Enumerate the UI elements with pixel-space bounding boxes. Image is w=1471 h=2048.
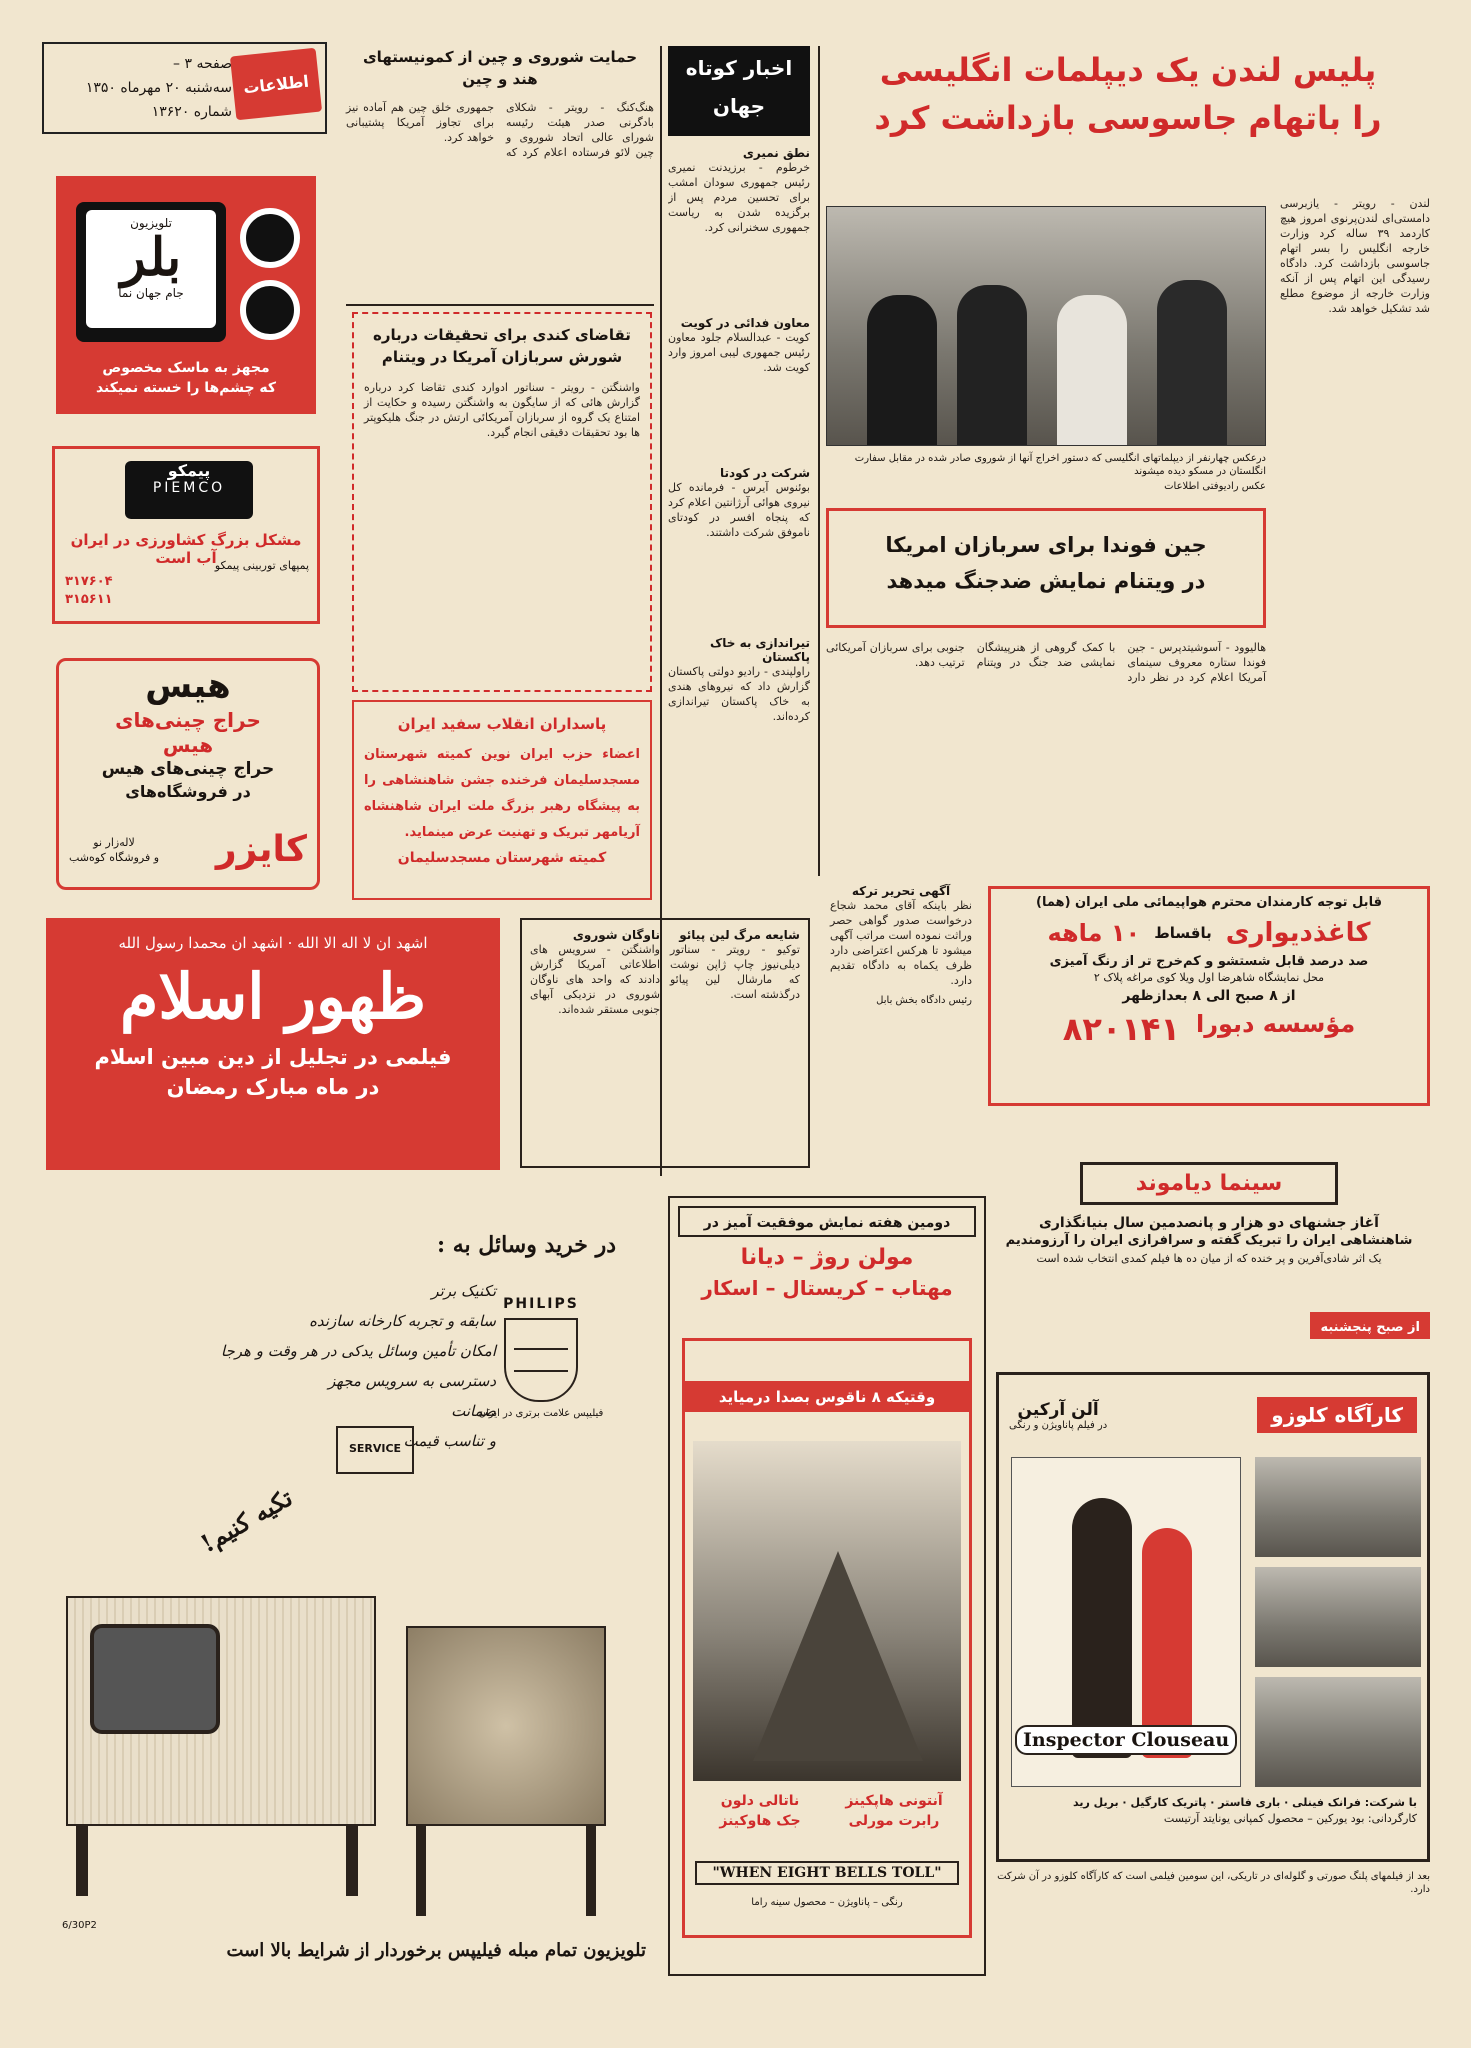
short-news-item [668,316,810,466]
short-news-title-1: اخبار کوتاه [685,56,793,80]
philips-footer: تلویزیون تمام مبله فیلیپس برخوردار از شرایط بالا است [226,1940,646,1961]
clouseau-title: کارآگاه کلوزو [1271,1403,1403,1427]
short-news-item-title: شایعه مرگ لین پیائو [679,928,800,942]
short-news-item-title: تیراندازی به خاک پاکستان [709,636,810,664]
fonda-title-2: در ویتنام نمایش ضدجنگ میدهد [886,569,1206,593]
short-news-item-body: واشنگتن - سرویس های اطلاعاتی آمریکا گزارش دادند که واحد های ناوگان شوروی در نزدیکی آبهای جنوبی مستقر شده‌اند. [530,943,660,1016]
islam-film-ad [46,918,500,1170]
hayes-line3: حراج چینی‌های هیس [101,759,275,779]
philips-cta: تکیه کنیم! [195,1482,298,1559]
clouseau-ad [996,1372,1430,1862]
short-news-item [668,146,810,316]
short-news-item-body: توکیو - رویتر - سناتور دیلی‌نیوز چاپ ژاپن نوشت که مارشال لین پیائو درگذشته است. [670,943,800,1001]
eight-bells-cinemas1: مولن روژ – دیانا [740,1245,914,1270]
pasdaran-title: پاسداران انقلاب سفید ایران [397,715,607,733]
cinema-diamond-ad [988,1162,1430,1362]
philips-headline: در خرید وسائل به : [436,1232,616,1258]
islam-shahada: اشهد ان لا اله الا الله · اشهد ان محمدا رسول الله [118,934,428,952]
homa-terms: باقساط [1154,924,1212,942]
eight-bells-ad [668,1196,986,1976]
cinema-title-box [1080,1162,1338,1205]
hayes-title: هیس [145,666,231,706]
fonda-article [826,508,1266,878]
hayes-line1: حراج چینی‌های [115,708,261,732]
cinema-from-badge [1310,1312,1430,1339]
hayes-addr2: و فروشگاه کوه‌شب [69,850,160,864]
fonda-title-1: جین فوندا برای سربازان امریکا [885,533,1207,557]
clouseau-still-3 [1255,1677,1421,1787]
islam-line2: در ماه مبارک رمضان [166,1075,380,1099]
piemco-phone1: ۳۱۷۶۰۴ [65,574,113,589]
kennedy-title-1: تقاضای کندی برای تحقیقات درباره [373,326,631,344]
lead-photo-credit: عکس رادیوفتی اطلاعات [1164,481,1266,492]
clouseau-star: آلن آرکین [1017,1399,1099,1420]
eight-bells-en-title: "WHEN EIGHT BELLS TOLL" [695,1861,959,1885]
kennedy-article [352,312,652,692]
bler-brand: بلر [120,227,182,288]
eight-bells-credit: رنگی – پاناویژن – محصول سینه راما [751,1897,903,1908]
short-news-item [668,466,810,636]
short-news-item-body: راولپندی - رادیو دولتی پاکستان گزارش داد که نیروهای هندی به خاک پاکستان تیراندازی کرده‌اند. [668,665,810,723]
clouseau-cast: با شرکت: فرانک فینلی · باری فاستر · پاتریک کارگیل · بریل رید [1073,1796,1417,1809]
soviet-china-article [346,46,654,296]
lead-photo [826,206,1266,446]
short-news-item-title: شرکت در کودتا [719,466,810,480]
lead-photo-caption: درعکس چهارنفر از دیپلماتهای انگلیسی که دستور اخراج آنها از شوروی صادر شده در مقابل سفارت انگلستان در مسکو دیده میشوند [854,453,1266,477]
pasdaran-signature: کمیته شهرستان مسجدسلیمان [397,850,607,866]
masthead-box [42,42,327,134]
short-news-header [668,46,810,136]
eight-bells-actor: آنتونی هاپکینز [845,1793,943,1809]
eight-bells-artwork [693,1441,961,1781]
short-news-item-title: معاون فدائی در کویت [680,316,810,330]
bler-tv-screen [86,210,216,328]
piemco-ad [52,446,320,624]
issue-number: شماره ۱۳۶۲۰ [151,104,232,120]
clouseau-still-2 [1255,1567,1421,1667]
soviet-china-body: هنگ‌کنگ - رویتر - شکلای بادگرنی صدر هیئت رئیسه شورای عالی اتحاد شوروی و چین لائو فرستاده اعلام کرد که جمهوری خلق چین هم آماده نیز برای تجاوز آمریکا پشتیبانی خواهد کرد. [346,101,654,159]
clouseau-still-1 [1255,1457,1421,1557]
eight-bells-actor: جک هاوکینز [719,1813,801,1829]
fonda-body: هالیوود - آسوشیتدپرس - جین فوندا ستاره معروف سینمای آمریکا اعلام کرد در نظر دارد با کمک گروهی از هنرپیشگان نمایشی ضد جنگ در ویتنام جنوبی برای سربازان آمریکائی ترتیب دهد. [826,641,1266,684]
issue-date: سه‌شنبه ۲۰ مهرماه ۱۳۵۰ [85,80,232,96]
tv-cabinet-illustration [406,1626,606,1826]
bler-tv-ad [56,176,316,414]
bler-brand-top: تلویزیون [130,216,172,230]
philips-tv-ad [46,1196,656,1986]
homa-line2: صد درصد قابل شستشو و کم‌خرج تر از رنگ آمیزی [1049,954,1369,969]
lead-body: لندن - رویتر - یازبرسی دامستی‌ای لندن‌پرنوی امروز هیچ کاردمد ۳۹ ساله کرد وزارت خارجه انگلیس را بسر اتهام جاسوسی بازداشت کرد. دادگاه رسیدگی این اتهام پس از آنکه وزارت خارجه از موضوع مطلع شد تشکیل خواهد شد. [1280,197,1431,315]
short-news-title-2: جهان [712,94,766,118]
eye-icon [240,208,300,268]
pasdaran-notice [352,700,652,900]
court-notice-footer: رئیس دادگاه بخش بابل [876,995,972,1006]
homa-line4: از ۸ صبح الی ۸ بعدازظهر [1122,988,1296,1004]
lead-headline-2: را باتهام جاسوسی بازداشت کرد [874,99,1382,137]
kennedy-title-2: شورش سربازان آمریکا در ویتنام [381,348,623,366]
court-notice-body: نظر باینکه آقای محمد شجاع درخواست صدور گواهی حصر وراثت نموده است مراتب آگهی میشود تا هرکس اعتراضی دارد ظرف یکماه به دادگاه تقدیم دارد. [830,899,972,987]
bler-sub: جام جهان نما [118,286,184,300]
eight-bells-poster [682,1338,972,1938]
logo-text: اطلاعات [242,71,310,97]
philips-shield-icon [504,1318,578,1402]
page-number: صفحه ۳ – [173,56,232,72]
cinema-line1: آغاز جشنهای دو هزار و پانصدمین سال بنیانگذاری [1039,1215,1379,1231]
philips-logo [476,1296,606,1419]
eight-bells-title: وقتیکه ۸ ناقوس بصدا درمیاید [718,1388,936,1406]
philips-point: دسترسی به سرویس مجهز [328,1372,496,1390]
cinema-line3: یک اثر شادی‌آفرین و پر خنده که از میان ده ها فیلم کمدی انتخاب شده است [1036,1252,1382,1265]
hayes-ad [56,658,320,890]
homa-line3: محل نمایشگاه شاهرضا اول ویلا کوی مراغه پلاک ۲ [1093,971,1325,984]
homa-line1: قابل توجه کارمندان محترم هواپیمائی ملی ایران (هما) [1036,895,1382,910]
eight-bells-cinemas2: مهتاب – کریستال – اسکار [701,1276,953,1300]
eight-bells-banner-box [678,1206,976,1237]
short-news-item [668,636,810,826]
clouseau-title-box [1257,1397,1417,1433]
islam-line1: فیلمی در تجلیل از دین مبین اسلام [94,1045,452,1069]
short-news-item-title: نطق نمیری [742,146,810,160]
clouseau-note: بعد از فیلمهای پلنگ صورتی و گلوله‌ای در تاریکی، این سومین فیلمی است که کارآگاه کلوزو در آن شرکت دارد. [997,1871,1430,1895]
cinema-title: سینما دیاموند [1135,1171,1283,1196]
piemco-logo-en: PIEMCO [152,480,226,496]
philips-brand-en: PHILIPS [503,1296,579,1312]
pasdaran-body: اعضاء حزب ایران نوین کمیته شهرستان مسجدسلیمان فرخنده جشن شاهنشاهی را به پیشگاه رهبر بزرگ ملت ایران شاهنشاه آریامهر تبریک و تهنیت عرض مینماید. [364,747,640,840]
hayes-line2: هیس [162,733,214,757]
tv-console-illustration [66,1596,376,1826]
short-news-item-body: کویت - عبدالسلام جلود معاون رئیس جمهوری لیبی امروز وارد کویت شد. [668,331,810,374]
philips-point: ضمانت [451,1402,496,1420]
court-notice-title: آگهی تحریر ترکه [851,884,951,898]
homa-company: مؤسسه دبورا [1195,1010,1356,1038]
islam-title: ظهور اسلام [119,960,427,1033]
short-news-item-body: خرطوم - برزیدنت نمیری رئیس جمهوری سودان امشب برای تحسین مردم پس از برگزیده شدن به ریاست جمهوری سخنرانی کرد. [668,161,810,234]
kennedy-body: واشنگتن - رویتر - سناتور ادوارد کندی تقاضا کرد درباره گزارش هائی که از سایگون به واشنگتن رسیده و حکایت از امتناع یک گروه از سربازان آمریکائی ارتش در جنگ هلیکوپتر ها بود تحقیقات دقیقی انجام گیرد. [364,381,640,439]
homa-product: کاغذدیواری [1225,918,1371,948]
homa-months: ۱۰ ماهه [1047,919,1141,947]
philips-point: تکنیک برتر [431,1282,496,1300]
bler-tag1: مجهز به ماسک مخصوص [102,360,270,376]
philips-point: سابقه و تجربه کارخانه سازنده [309,1312,496,1330]
cinema-from: از صبح پنجشنبه [1320,1320,1420,1335]
eight-bells-banner: دومین هفته نمایش موفقیت آمیز در [703,1215,951,1231]
eight-bells-actor: رابرت مورلی [848,1813,940,1829]
philips-service-badge [336,1426,414,1474]
hayes-store: کایزر [215,829,307,870]
piemco-line1: مشکل بزرگ کشاورزی در ایران آب است [70,531,302,567]
clouseau-sub: در فیلم پاناویژن و رنگی [1009,1419,1108,1431]
philips-point: و تناسب قیمت [403,1432,496,1450]
hayes-addr1: لاله‌زار نو [93,835,135,849]
short-news-lower [520,918,810,1168]
hayes-line4: در فروشگاه‌های [125,782,251,801]
eight-bells-actor: ناتالی دلون [720,1793,800,1809]
philips-service: SERVICE [348,1442,402,1455]
philips-brand-fa: فیلیپس علامت برتری در ایران [478,1408,604,1419]
tv-screen [90,1624,220,1734]
piemco-logo-fa: پیمکو [167,461,211,480]
philips-code: 6/30P2 [62,1920,97,1931]
piemco-logo [125,461,253,519]
bler-tag2: که چشم‌ها را خسته نمیکند [95,380,277,396]
fonda-headline-box [826,508,1266,628]
eight-bells-title-bar [685,1381,969,1412]
lead-headline-1: پلیس لندن یک دیپلمات انگلیسی [879,51,1377,89]
soviet-china-title-1: حمایت شوروی و چین از کمونیستهای [362,48,638,66]
soviet-china-title-2: هند و چین [462,70,538,88]
cinema-line2: شاهنشاهی ایران را تبریک گفته و سرافرازی ایران را آرزومندیم [1005,1233,1413,1248]
clouseau-director: کارگردانی: بود یورکین – محصول کمپانی یونایتد آرتیست [1163,1812,1417,1825]
homa-phone: ۸۲۰۱۴۱ [1062,1010,1180,1048]
piemco-line2: پمپهای توربینی پیمکو [214,559,309,572]
philips-point: امکان تأمین وسائل یدکی در هر وقت و هرجا [220,1342,496,1360]
homa-wallpaper-ad [988,886,1430,1106]
eye-icon [240,280,300,340]
short-news-item-title: ناوگان شوروی [572,928,660,942]
piemco-phone2: ۳۱۵۶۱۱ [65,592,113,607]
court-notice [826,880,976,1170]
short-news-item-body: بوئنوس آیرس - فرمانده کل نیروی هوائی آرژانتین اعلام کرد که پنجاه افسر در کودتای ناموفق شرکت داشتند. [668,481,810,539]
clouseau-en-title: Inspector Clouseau [1015,1725,1237,1755]
newspaper-logo [230,48,322,121]
